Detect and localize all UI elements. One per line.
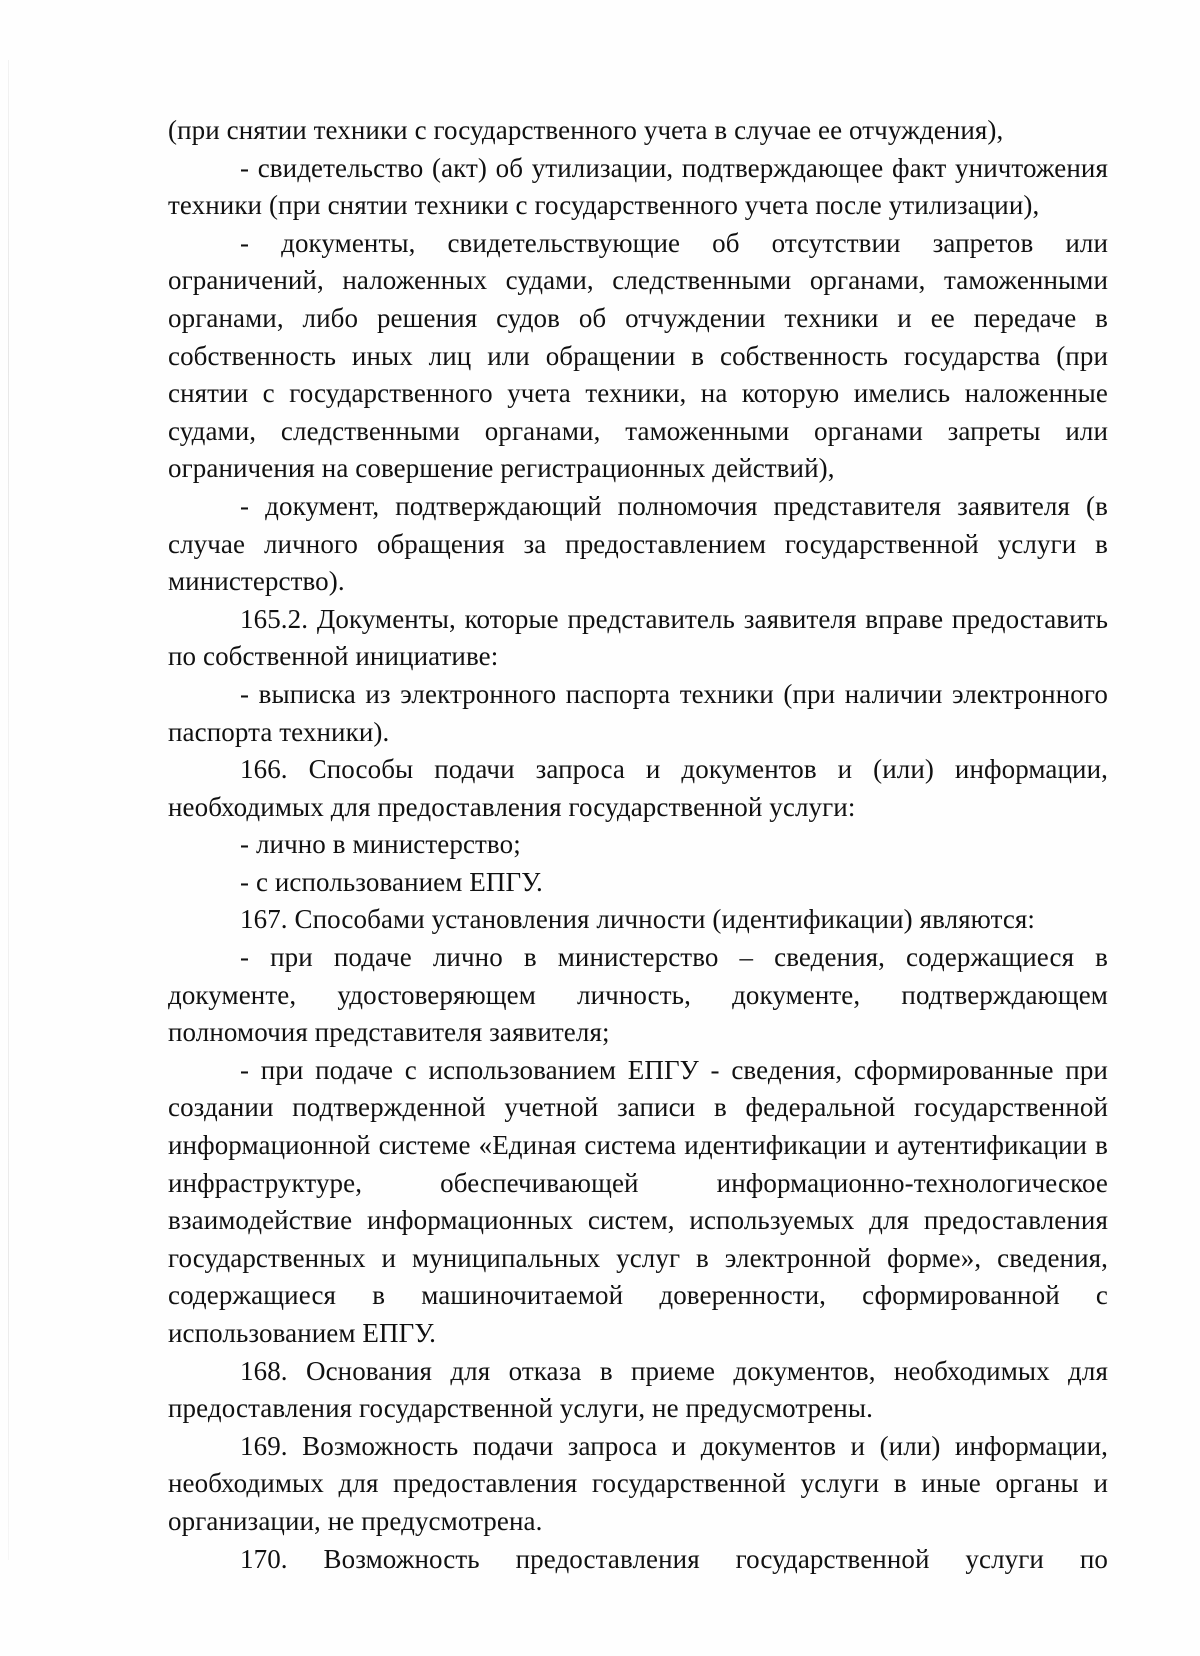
paragraph-bullet-id-epgu: - при подаче с использованием ЕПГУ - сведения, сформированные при создании подтвержденной учетной записи в федеральной государственной информационной системе «Единая система идентификации и аутентификации в инфраструктуре, обеспечивающей информационно-технологическое взаимодействие информационных систем, используемых для предоставления государственных и муниципальных услуг в электронной форме», сведения, содержащиеся в машиночитаемой доверенности, сформированной с использованием ЕПГУ. <box>168 1054 1108 1348</box>
paragraph-169: 169. Возможность подачи запроса и документов и (или) информации, необходимых для предоставления государственной услуги в иные органы и организации, не предусмотрена. <box>168 1430 1108 1536</box>
paragraph-bullet-authority: - документ, подтверждающий полномочия представителя заявителя (в случае личного обращения за предоставлением государственной услуги в министерство). <box>168 490 1108 597</box>
paragraph-bullet-utilization: - свидетельство (акт) об утилизации, подтверждающее факт уничтожения техники (при снятии техники с государственного учета после утилизации), <box>168 152 1108 221</box>
paragraph-168: 168. Основания для отказа в приеме документов, необходимых для предоставления государственной услуги, не предусмотрены. <box>168 1355 1108 1424</box>
paragraph-continuation: (при снятии техники с государственного учета в случае ее отчуждения), <box>168 115 1004 145</box>
paragraph-bullet-epgu: - с использованием ЕПГУ. <box>240 866 543 897</box>
paragraph-bullet-in-person: - лично в министерство; <box>240 829 521 860</box>
paragraph-bullet-id-in-person: - при подаче лично в министерство – сведения, содержащиеся в документе, удостоверяющем личность, документе, подтверждающем полномочия представителя заявителя; <box>168 942 1108 1048</box>
paragraph-bullet-extract: - выписка из электронного паспорта техники (при наличии электронного паспорта техники). <box>168 678 1108 747</box>
document-body <box>168 112 1108 1578</box>
paragraph-167: 167. Способами установления личности (идентификации) являются: <box>240 904 1036 935</box>
paragraph-170: 170. Возможность предоставления государственной услуги по <box>240 1543 1108 1574</box>
paragraph-bullet-restrictions: - документы, свидетельствующие об отсутствии запретов или ограничений, наложенных судами, следственными органами, таможенными органами, либо решения судов об отчуждении техники и ее передаче в собственность иных лиц или обращении в собственность государства (при снятии с государственного учета техники, на которую имелись наложенные судами, следственными органами, таможенными органами запреты или ограничения на совершение регистрационных действий), <box>168 227 1108 484</box>
scan-edge-mark <box>8 60 9 1560</box>
paragraph-165-2: 165.2. Документы, которые представитель заявителя вправе предоставить по собственной инициативе: <box>168 603 1108 672</box>
paragraph-166: 166. Способы подачи запроса и документов и (или) информации, необходимых для предоставления государственной услуги: <box>168 754 1108 822</box>
